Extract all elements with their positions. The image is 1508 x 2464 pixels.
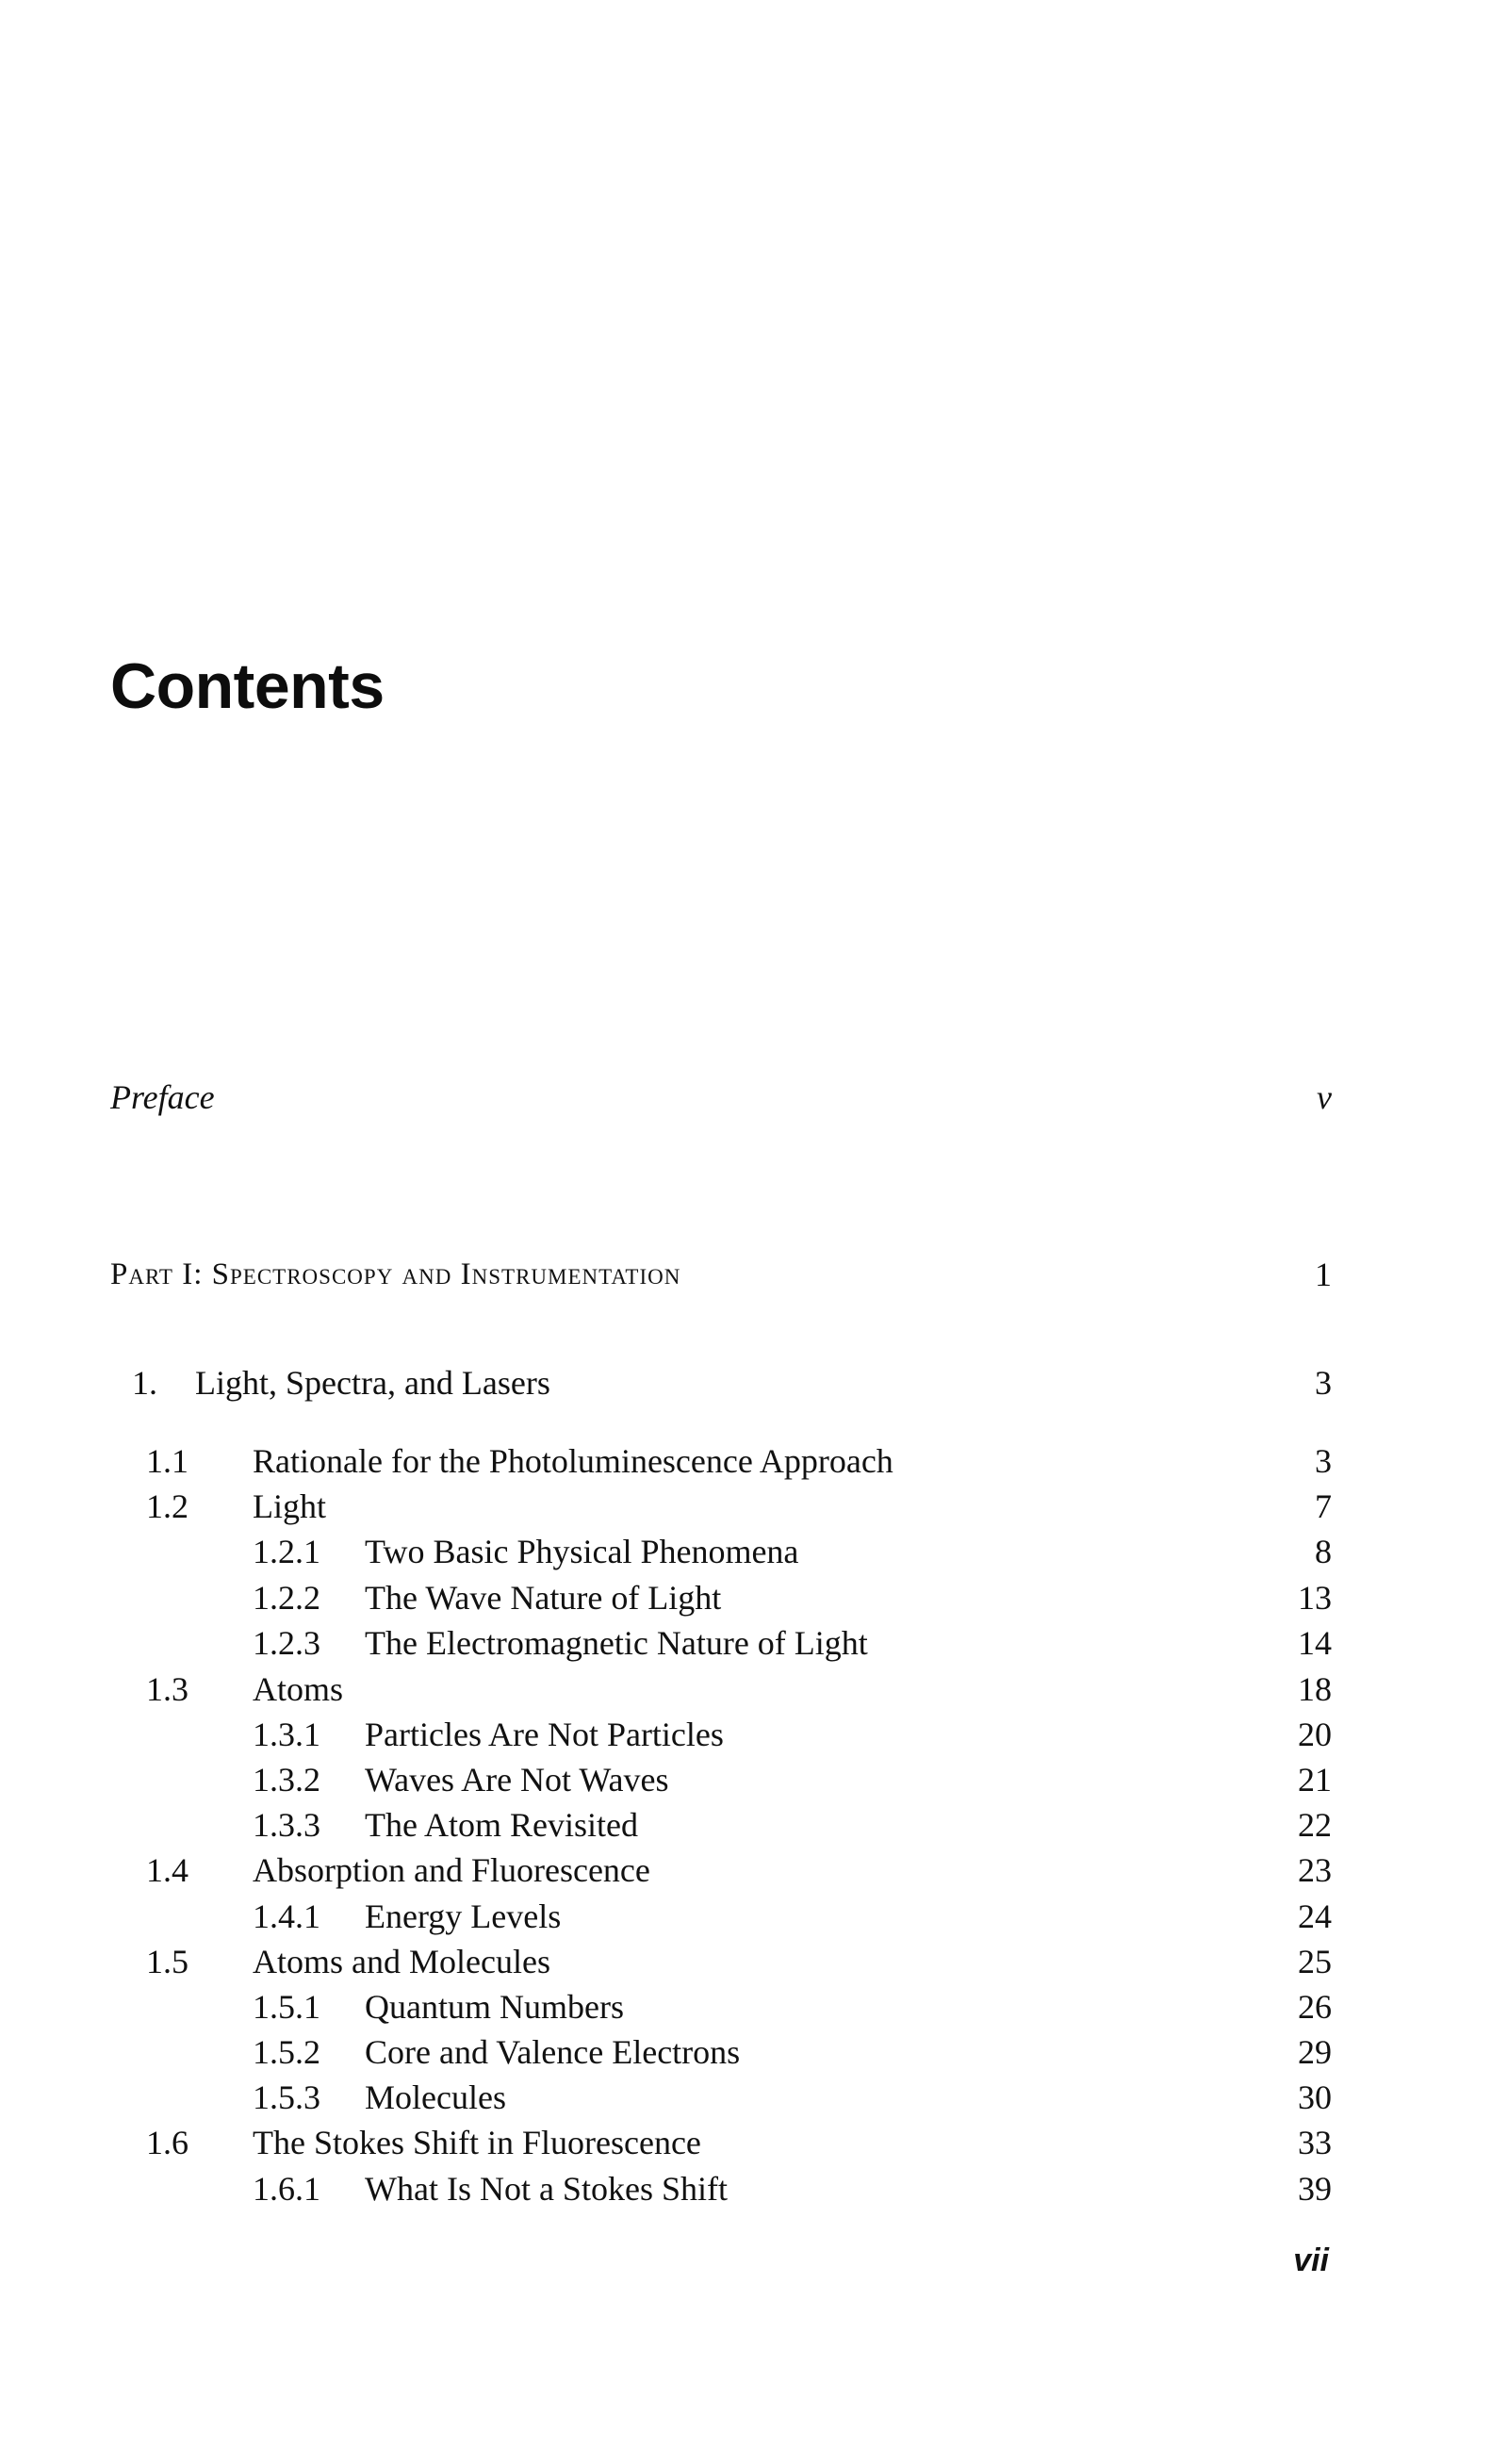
- toc-page-number: 14: [1298, 1624, 1332, 1662]
- toc-section-title: The Stokes Shift in Fluorescence: [253, 2124, 701, 2161]
- toc-subsection-title: The Electromagnetic Nature of Light: [365, 1624, 868, 1662]
- toc-section-entry[interactable]: [0, 1667, 1508, 1712]
- toc-section-number: 1.2: [146, 1487, 188, 1525]
- toc-subsection-entry[interactable]: [0, 2029, 1508, 2075]
- toc-section-entry[interactable]: [0, 1848, 1508, 1893]
- toc-page-number: 26: [1298, 1988, 1332, 2026]
- toc-page-number: 3: [1315, 1364, 1332, 1402]
- toc-subsection-entry[interactable]: [0, 2075, 1508, 2120]
- toc-subsection-title: Waves Are Not Waves: [365, 1761, 669, 1799]
- toc-subsection-number: 1.5.3: [253, 2078, 320, 2116]
- toc-subsection-title: Core and Valence Electrons: [365, 2033, 741, 2071]
- toc-subsection-number: 1.3.3: [253, 1806, 320, 1844]
- toc-page-number: 1: [1315, 1256, 1332, 1293]
- page-title: Contents: [110, 649, 385, 722]
- toc-section-title: Absorption and Fluorescence: [253, 1851, 650, 1889]
- toc-section-title: Rationale for the Photoluminescence Approach: [253, 1442, 893, 1480]
- toc-page-number: 39: [1298, 2170, 1332, 2208]
- toc-page-number: v: [1317, 1078, 1332, 1116]
- toc-chapter-entry[interactable]: [0, 1360, 1508, 1405]
- toc-subsection-title: Particles Are Not Particles: [365, 1716, 724, 1753]
- toc-page-number: 7: [1315, 1487, 1332, 1525]
- toc-subsection-title: Two Basic Physical Phenomena: [365, 1533, 799, 1570]
- toc-section-entry[interactable]: [0, 1939, 1508, 1984]
- toc-subsection-number: 1.4.1: [253, 1897, 320, 1935]
- toc-subsection-title: What Is Not a Stokes Shift: [365, 2170, 728, 2208]
- toc-page-number: 25: [1298, 1943, 1332, 1980]
- toc-subsection-entry[interactable]: [0, 1802, 1508, 1848]
- toc-part-entry[interactable]: [0, 1252, 1508, 1297]
- toc-subsection-number: 1.5.2: [253, 2033, 320, 2071]
- toc-subsection-number: 1.6.1: [253, 2170, 320, 2208]
- toc-subsection-entry[interactable]: [0, 1894, 1508, 1939]
- toc-subsection-entry[interactable]: [0, 1712, 1508, 1757]
- toc-entry-title: Preface: [110, 1078, 215, 1116]
- toc-subsection-number: 1.5.1: [253, 1988, 320, 2026]
- toc-subsection-entry[interactable]: [0, 2166, 1508, 2211]
- toc-page-number: 29: [1298, 2033, 1332, 2071]
- toc-subsection-number: 1.2.2: [253, 1579, 320, 1617]
- toc-chapter-number: 1.: [132, 1364, 157, 1402]
- toc-section-number: 1.6: [146, 2124, 188, 2161]
- toc-chapter-title: Light, Spectra, and Lasers: [195, 1364, 550, 1402]
- toc-page-number: 18: [1298, 1670, 1332, 1708]
- toc-part-title: Part I: Spectroscopy and Instrumentation: [110, 1257, 681, 1291]
- toc-section-entry[interactable]: [0, 1438, 1508, 1484]
- toc-page-number: 8: [1315, 1533, 1332, 1570]
- toc-subsection-number: 1.2.3: [253, 1624, 320, 1662]
- toc-section-number: 1.5: [146, 1943, 188, 1980]
- toc-page-number: 20: [1298, 1716, 1332, 1753]
- toc-section-number: 1.1: [146, 1442, 188, 1480]
- toc-page-number: 23: [1298, 1851, 1332, 1889]
- toc-subsection-entry[interactable]: [0, 1620, 1508, 1666]
- toc-page-number: 21: [1298, 1761, 1332, 1799]
- toc-section-entry[interactable]: [0, 2120, 1508, 2165]
- toc-page-number: 33: [1298, 2124, 1332, 2161]
- toc-section-title: Light: [253, 1487, 326, 1525]
- toc-subsection-title: Quantum Numbers: [365, 1988, 624, 2026]
- toc-subsection-entry[interactable]: [0, 1529, 1508, 1574]
- toc-section-title: Atoms: [253, 1670, 344, 1708]
- toc-subsection-title: The Wave Nature of Light: [365, 1579, 722, 1617]
- toc-subsection-entry[interactable]: [0, 1984, 1508, 2029]
- toc-subsection-title: The Atom Revisited: [365, 1806, 638, 1844]
- folio-page-number: vii: [1293, 2242, 1329, 2278]
- toc-subsection-title: Molecules: [365, 2078, 506, 2116]
- toc-section-title: Atoms and Molecules: [253, 1943, 550, 1980]
- toc-subsection-number: 1.2.1: [253, 1533, 320, 1570]
- toc-page-number: 13: [1298, 1579, 1332, 1617]
- toc-section-number: 1.3: [146, 1670, 188, 1708]
- toc-page-number: 22: [1298, 1806, 1332, 1844]
- toc-page-number: 24: [1298, 1897, 1332, 1935]
- toc-subsection-entry[interactable]: [0, 1575, 1508, 1620]
- toc-subsection-title: Energy Levels: [365, 1897, 562, 1935]
- toc-page-number: 30: [1298, 2078, 1332, 2116]
- toc-page-number: 3: [1315, 1442, 1332, 1480]
- toc-subsection-number: 1.3.1: [253, 1716, 320, 1753]
- toc-preface-entry[interactable]: [0, 1075, 1508, 1120]
- toc-subsection-entry[interactable]: [0, 1757, 1508, 1802]
- toc-subsection-number: 1.3.2: [253, 1761, 320, 1799]
- toc-section-entry[interactable]: [0, 1484, 1508, 1529]
- toc-section-number: 1.4: [146, 1851, 188, 1889]
